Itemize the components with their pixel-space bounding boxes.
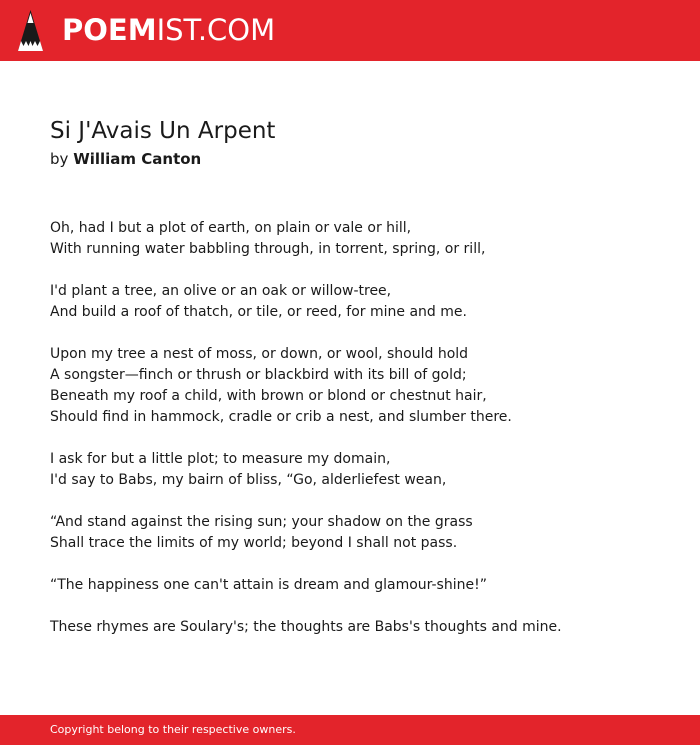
- poem-title: Si J'Avais Un Arpent: [50, 118, 276, 144]
- logo-text-bold: POEM: [62, 13, 157, 47]
- stanza: [50, 281, 670, 323]
- poem-line: And build a roof of thatch, or tile, or reed, for mine and me.: [50, 304, 467, 320]
- site-logo[interactable]: [62, 13, 275, 47]
- poem-line: “The happiness one can't attain is dream and glamour-shine!”: [50, 577, 487, 593]
- site-footer: [0, 715, 700, 745]
- poem-line: Oh, had I but a plot of earth, on plain or vale or hill,: [50, 220, 412, 236]
- poem-line: I ask for but a little plot; to measure my domain,: [50, 451, 391, 467]
- stanza: [50, 617, 670, 638]
- logo-text-light: IST.COM: [156, 13, 276, 47]
- copyright-text: Copyright belong to their respective owners.: [50, 723, 296, 736]
- by-label: by: [50, 150, 69, 168]
- author-name[interactable]: William Canton: [73, 150, 202, 168]
- poem-line: “And stand against the rising sun; your shadow on the grass: [50, 514, 473, 530]
- stanza: [50, 575, 670, 596]
- stanza: [50, 512, 670, 554]
- poem-line: Beneath my roof a child, with brown or blond or chestnut hair,: [50, 388, 487, 404]
- site-header: [0, 0, 700, 61]
- poem-line: A songster—finch or thrush or blackbird with its bill of gold;: [50, 367, 467, 383]
- poem-body: [50, 218, 670, 659]
- poem-line: Should find in hammock, cradle or crib a nest, and slumber there.: [50, 409, 512, 425]
- poem-line: I'd plant a tree, an olive or an oak or willow-tree,: [50, 283, 392, 299]
- stanza: [50, 344, 670, 428]
- poem-line: These rhymes are Soulary's; the thoughts are Babs's thoughts and mine.: [50, 619, 562, 635]
- poem-line: Shall trace the limits of my world; beyond I shall not pass.: [50, 535, 458, 551]
- poem-line: With running water babbling through, in torrent, spring, or rill,: [50, 241, 486, 257]
- poem-line: I'd say to Babs, my bairn of bliss, “Go, alderliefest wean,: [50, 472, 447, 488]
- poem-line: Upon my tree a nest of moss, or down, or wool, should hold: [50, 346, 469, 362]
- stanza: [50, 218, 670, 260]
- stanza: [50, 449, 670, 491]
- poem-byline: [50, 149, 201, 169]
